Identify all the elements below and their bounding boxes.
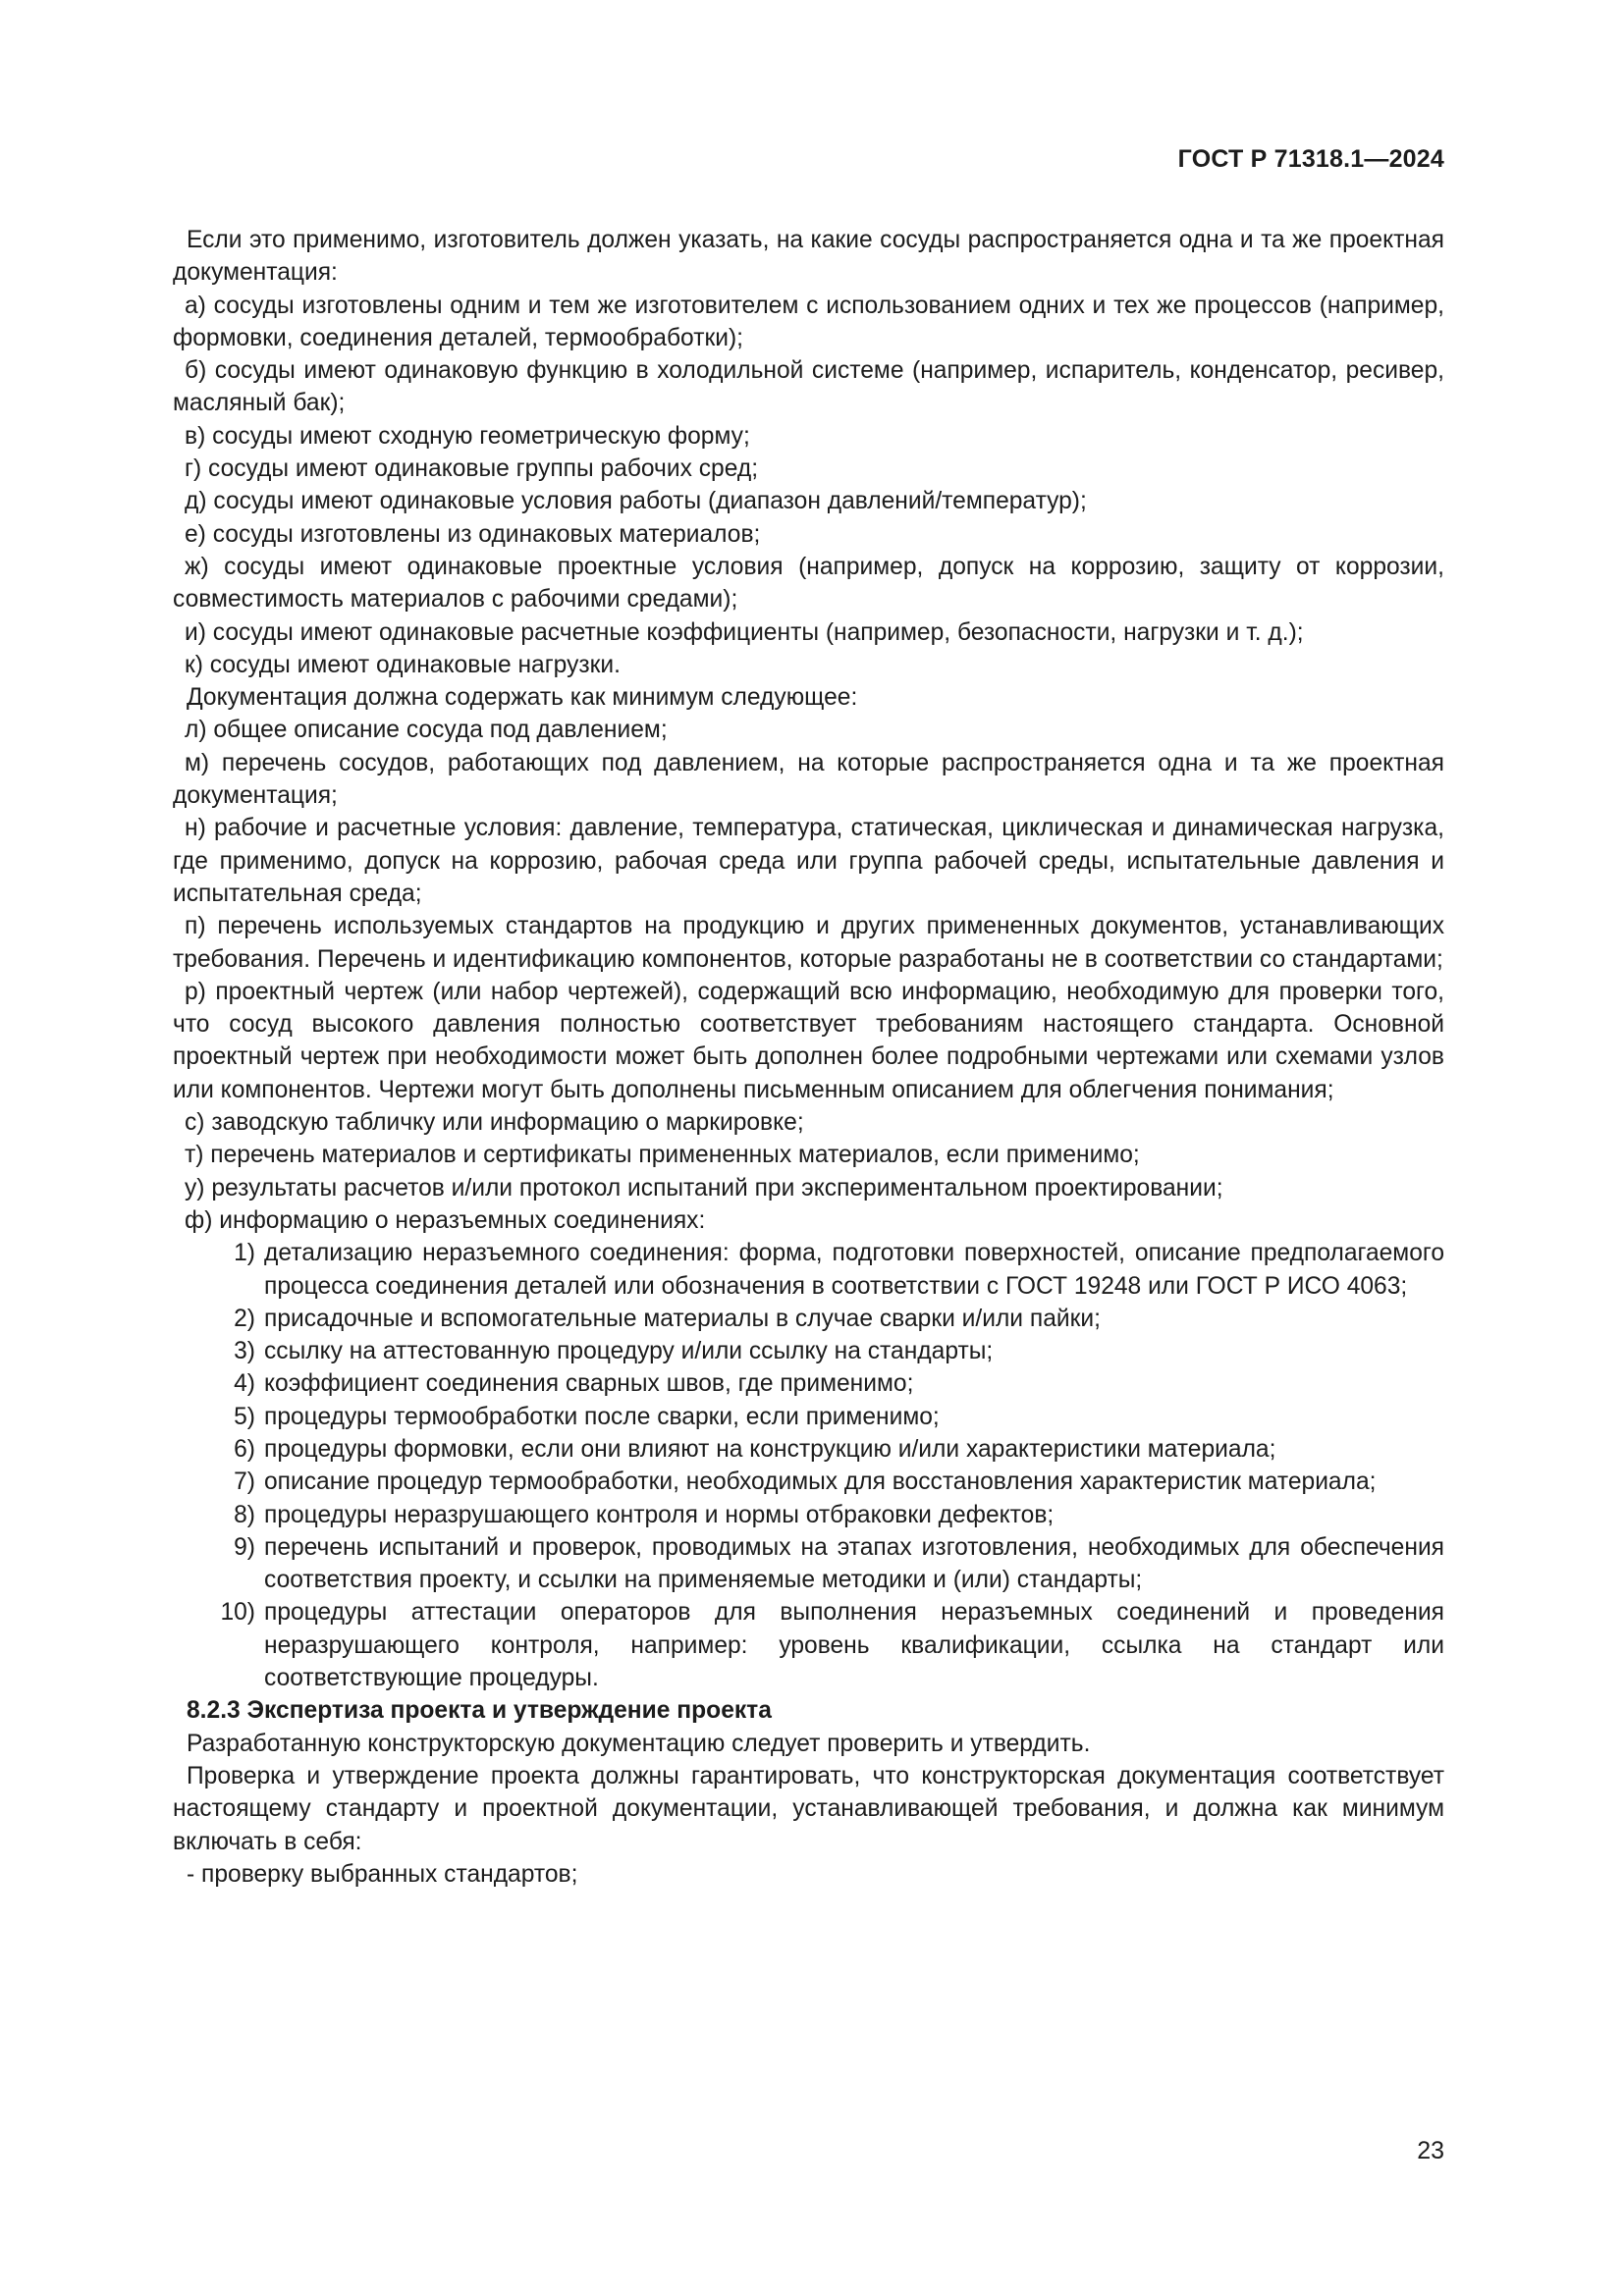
sub-list-item [173,1303,1444,1335]
list-item: с) заводскую табличку или информацию о маркировке; [185,1109,804,1137]
sub-list-item [173,1335,1444,1367]
sub-list-text: процедуры формовки, если они влияют на конструкцию и/или характеристики материала; [264,1435,1276,1463]
sub-list-number: 5) [234,1403,255,1430]
sub-list-number: 6) [234,1435,255,1463]
sub-list-number: 2) [234,1305,255,1332]
sub-list-text: коэффициент соединения сварных швов, где применимо; [264,1370,914,1398]
sub-list-item [173,1499,1444,1531]
sub-list-number: 1) [234,1240,255,1267]
page-number: 23 [1417,2137,1444,2164]
list-item: у) результаты расчетов и/или протокол испытаний при экспериментальном проектировании; [185,1174,1223,1201]
sub-list-item [173,1367,1444,1400]
document-body [173,224,1444,1891]
section-paragraph: Разработанную конструкторскую документацию следует проверить и утвердить. [187,1730,1091,1757]
sub-list-item [173,1531,1444,1597]
list-item: и) сосуды имеют одинаковые расчетные коэффициенты (например, безопасности, нагрузки и т. д.); [185,618,1304,646]
list-item: д) сосуды имеют одинаковые условия работы (диапазон давлений/температур); [185,488,1087,515]
sub-list-item [173,1237,1444,1303]
sub-list-text: процедуры термообработки после сварки, если применимо; [264,1403,940,1430]
sub-list-text: процедуры аттестации операторов для выполнения неразъемных соединений и проведения неразрушающего контроля, например: уровень квалификации, ссылка на стандарт или соответствующие процедуры. [264,1599,1444,1692]
vessel-criteria-list [173,290,1444,682]
sub-list-number: 4) [234,1370,255,1398]
sub-list-number: 7) [234,1468,255,1496]
documentation-contents-list [173,714,1444,1237]
document-code-header: ГОСТ Р 71318.1—2024 [1177,145,1444,173]
sub-list-item [173,1466,1444,1498]
section-paragraph: Проверка и утверждение проекта должны гарантировать, что конструкторская документация соответствует настоящему стандарту и проектной документации, устанавливающей требования, и должна как минимум включать в себя: [173,1762,1444,1855]
sub-list-number: 8) [234,1501,255,1528]
list-item: г) сосуды имеют одинаковые группы рабочих сред; [185,455,759,483]
list-item: т) перечень материалов и сертификаты примененных материалов, если применимо; [185,1142,1140,1169]
bullet-item: - проверку выбранных стандартов; [187,1860,578,1888]
list-item: к) сосуды имеют одинаковые нагрузки. [185,651,621,678]
sub-list-number: 9) [234,1533,255,1561]
list-item: р) проектный чертеж (или набор чертежей), содержащий всю информацию, необходимую для проверки того, что сосуд высокого давления полностью соответствует требованиям настоящего стандарта. Основной проектный чертеж при необходимости может быть дополнен более подробными чертежами или схемами узлов или компонентов. Чертежи могут быть дополнены письменным описанием для облегчения понимания; [173,978,1444,1103]
sub-list-number: 10) [220,1599,255,1627]
permanent-joints-sublist [173,1237,1444,1694]
list-item: ф) информацию о неразъемных соединениях: [185,1206,706,1234]
sub-list-item [173,1596,1444,1694]
sub-list-item [173,1401,1444,1433]
list-item: н) рабочие и расчетные условия: давление, температура, статическая, циклическая и динамическая нагрузка, где применимо, допуск на коррозию, рабочая среда или группа рабочей среды, испытательные давления и испытательная среда; [173,815,1444,907]
list-item: е) сосуды изготовлены из одинаковых материалов; [185,520,761,548]
sub-list-text: ссылку на аттестованную процедуру и/или ссылку на стандарты; [264,1338,994,1365]
sub-list-text: описание процедур термообработки, необходимых для восстановления характеристик материала; [264,1468,1377,1496]
list-item: л) общее описание сосуда под давлением; [185,717,668,744]
list-item: б) сосуды имеют одинаковую функцию в холодильной системе (например, испаритель, конденсатор, ресивер, масляный бак); [173,357,1444,417]
sub-list-text: процедуры неразрушающего контроля и нормы отбраковки дефектов; [264,1501,1055,1528]
section-heading: 8.2.3 Экспертиза проекта и утверждение проекта [187,1697,772,1725]
list-item: м) перечень сосудов, работающих под давлением, на которые распространяется одна и та же проектная документация; [173,749,1444,810]
sub-list-item [173,1433,1444,1466]
list-item: ж) сосуды имеют одинаковые проектные условия (например, допуск на коррозию, защиту от коррозии, совместимость материалов с рабочими средами); [173,553,1444,614]
list-item: п) перечень используемых стандартов на продукцию и других примененных документов, устанавливающих требования. Перечень и идентификацию компонентов, которые разработаны не в соответствии со стандартами; [173,913,1444,973]
list-item: в) сосуды имеют сходную геометрическую форму; [185,422,750,450]
sub-list-number: 3) [234,1338,255,1365]
sub-list-text: детализацию неразъемного соединения: форма, подготовки поверхностей, описание предполагаемого процесса соединения деталей или обозначения в соответствии с ГОСТ 19248 или ГОСТ Р ИСО 4063; [264,1240,1444,1300]
sub-list-text: перечень испытаний и проверок, проводимых на этапах изготовления, необходимых для обеспечения соответствия проекту, и ссылки на применяемые методики и (или) стандарты; [264,1533,1444,1594]
intro-paragraph: Если это применимо, изготовитель должен указать, на какие сосуды распространяется одна и та же проектная документация: [173,227,1444,287]
sub-list-text: присадочные и вспомогательные материалы в случае сварки и/или пайки; [264,1305,1101,1332]
list-item: а) сосуды изготовлены одним и тем же изготовителем с использованием одних и тех же процессов (например, формовки, соединения деталей, термообработки); [173,292,1444,351]
documentation-minimum-paragraph: Документация должна содержать как минимум следующее: [187,684,858,712]
